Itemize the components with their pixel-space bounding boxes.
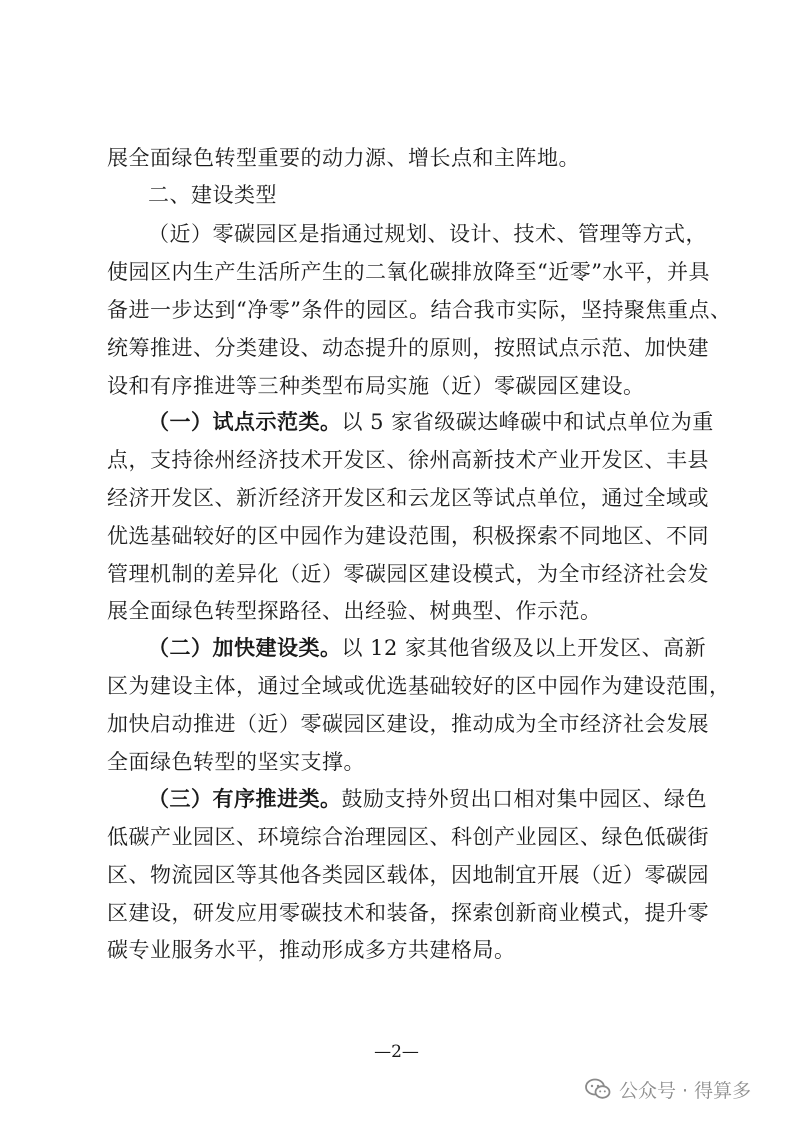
subsection-heading: （一）试点示范类。 <box>148 410 342 434</box>
paragraph-line: 全面绿色转型的坚实支撑。 <box>107 750 365 774</box>
wechat-icon <box>585 1078 611 1100</box>
paragraph-line: 点，支持徐州经济技术开发区、徐州高新技术产业开发区、丰县 <box>107 448 709 472</box>
page-number: —2— <box>374 1042 419 1062</box>
subsection-heading: （三）有序推进类。 <box>148 787 342 811</box>
paragraph-text: 以 5 家省级碳达峰碳中和试点单位为重 <box>341 410 714 434</box>
paragraph-text: 鼓励支持外贸出口相对集中园区、绿色 <box>341 787 707 811</box>
paragraph-line: 经济开发区、新沂经济开发区和云龙区等试点单位，通过全域或 <box>107 486 709 510</box>
paragraph-line: 低碳产业园区、环境综合治理园区、科创产业园区、绿色低碳街 <box>107 825 709 849</box>
paragraph-text: 以 12 家其他省级及以上开发区、高新 <box>341 636 707 660</box>
paragraph-line: 区建设，研发应用零碳技术和装备，探索创新商业模式，提升零 <box>107 901 709 925</box>
paragraph-line: 展全面绿色转型重要的动力源、增长点和主阵地。 <box>107 146 580 170</box>
paragraph-line: 优选基础较好的区中园作为建设范围，积极探索不同地区、不同 <box>107 524 709 548</box>
paragraph-line: 管理机制的差异化（近）零碳园区建设模式，为全市经济社会发 <box>107 562 709 586</box>
paragraph-line: 统筹推进、分类建设、动态提升的原则，按照试点示范、加快建 <box>107 336 709 360</box>
paragraph-line <box>148 780 748 818</box>
paragraph-line: （近）零碳园区是指通过规划、设计、技术、管理等方式， <box>148 222 707 246</box>
paragraph-line <box>148 403 748 441</box>
paragraph-line: 使园区内生产生活所产生的二氧化碳排放降至“近零”水平，并具 <box>107 260 710 284</box>
subsection-heading: （二）加快建设类。 <box>148 636 342 660</box>
section-heading: 二、建设类型 <box>148 183 277 207</box>
paragraph-line: 区为建设主体，通过全域或优选基础较好的区中园作为建设范围， <box>107 674 731 698</box>
paragraph-line: 区、物流园区等其他各类园区载体，因地制宜开展（近）零碳园 <box>107 863 709 887</box>
paragraph-line: 加快启动推进（近）零碳园区建设，推动成为全市经济社会发展 <box>107 712 709 736</box>
paragraph-line: 备进一步达到“净零”条件的园区。结合我市实际，坚持聚焦重点、 <box>107 298 732 322</box>
watermark-text: 公众号 · 得算多 <box>619 1079 752 1102</box>
paragraph-line <box>148 629 748 667</box>
paragraph-line: 展全面绿色转型探路径、出经验、树典型、作示范。 <box>107 599 602 623</box>
account-watermark <box>585 1074 751 1104</box>
paragraph-line: 设和有序推进等三种类型布局实施（近）零碳园区建设。 <box>107 374 645 398</box>
paragraph-line: 碳专业服务水平，推动形成多方共建格局。 <box>107 938 516 962</box>
